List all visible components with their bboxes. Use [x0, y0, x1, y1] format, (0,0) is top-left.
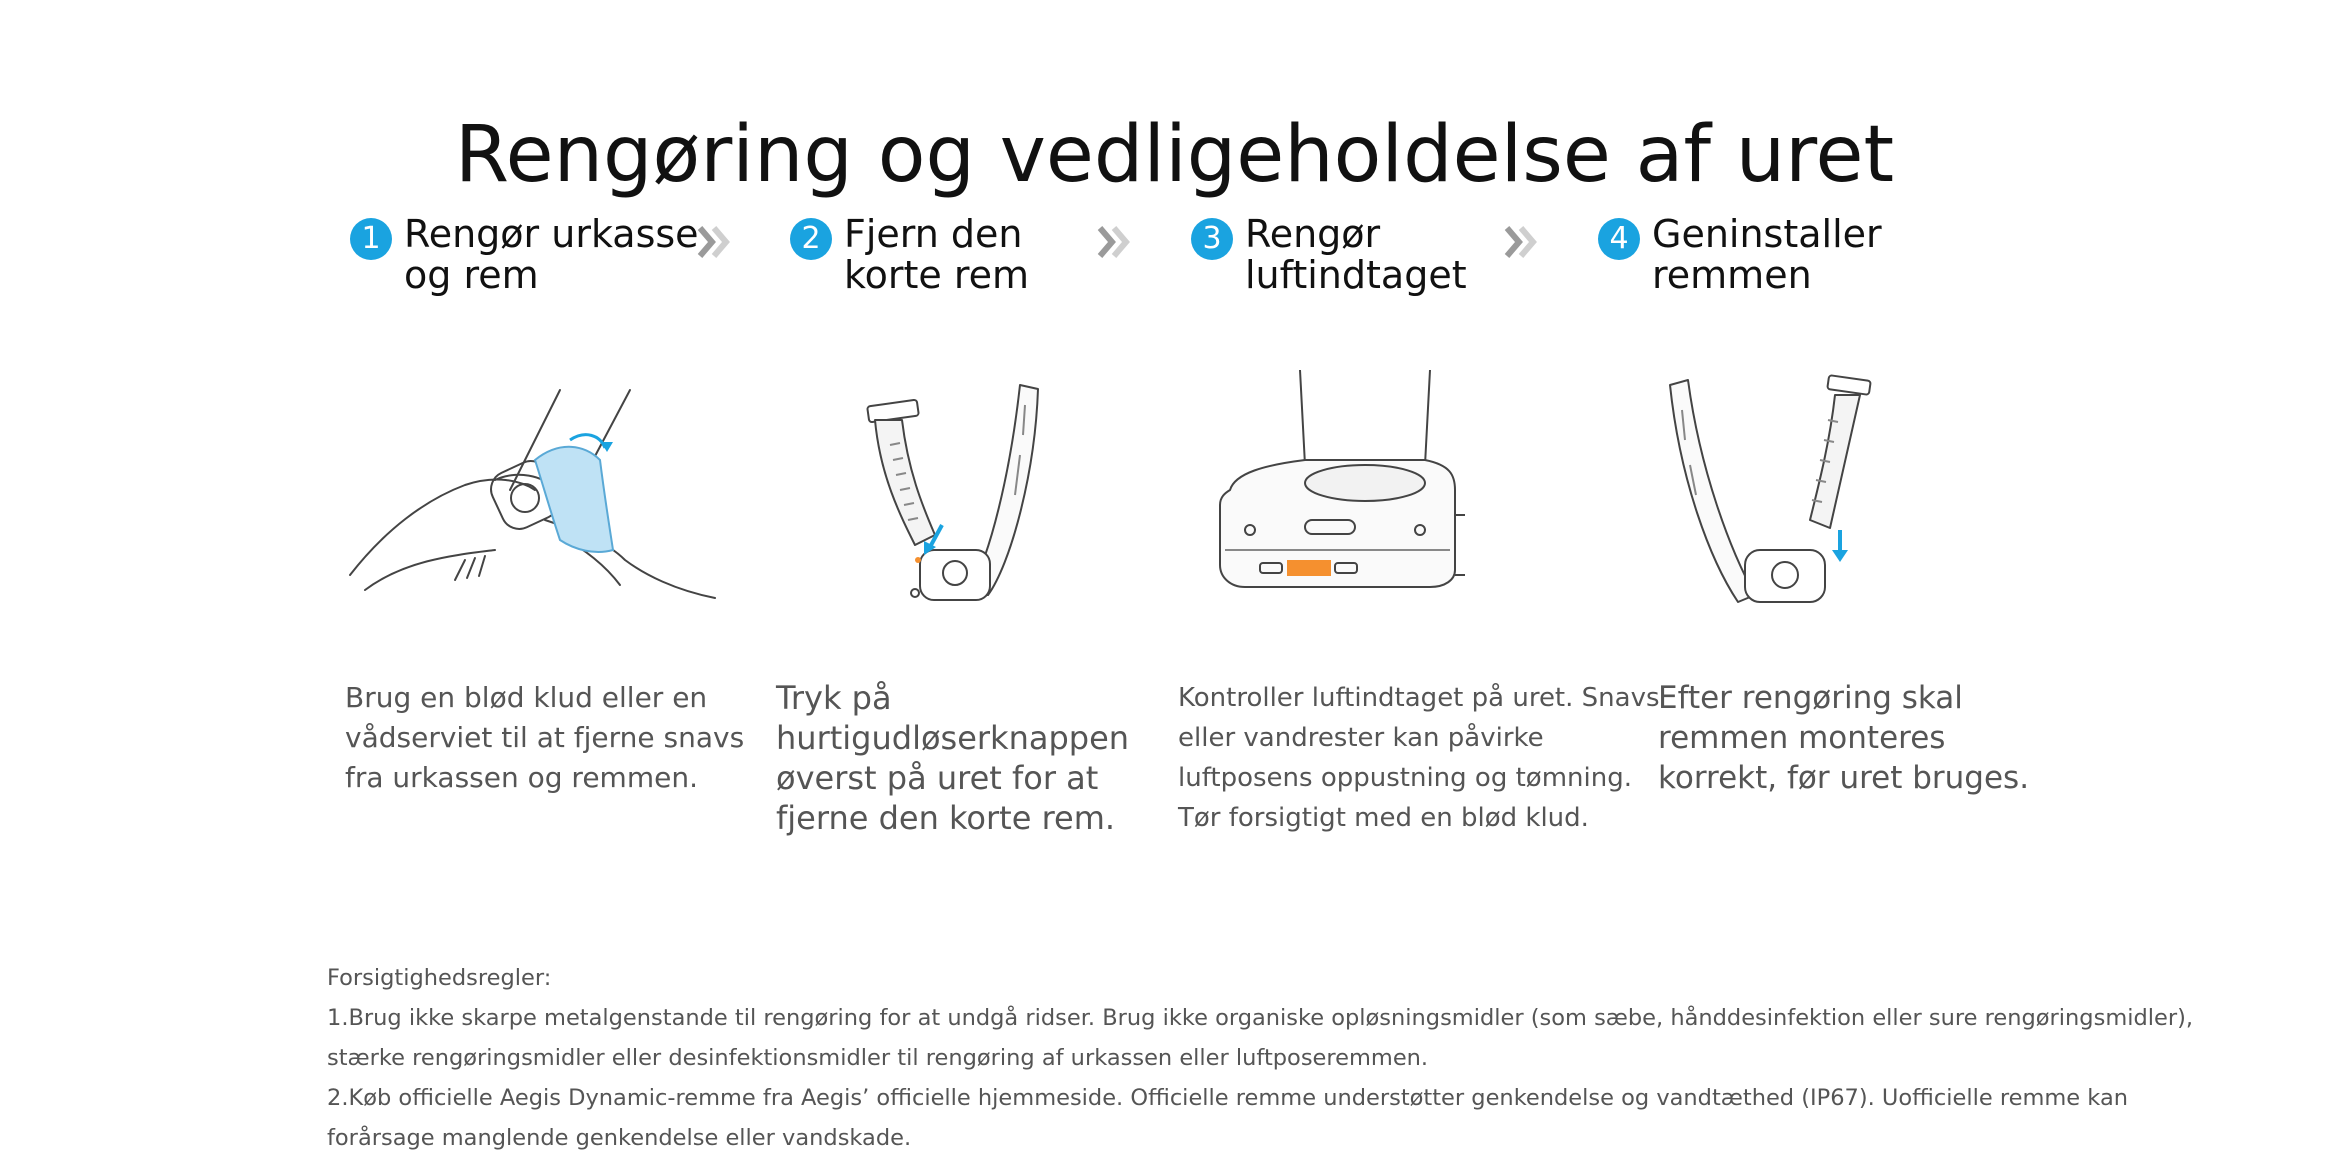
step-2-header: [790, 214, 1029, 296]
step-1-title: Rengør urkasse og rem: [404, 212, 699, 297]
step-3-header: [1191, 214, 1467, 296]
step-1-number-badge: 1: [350, 218, 392, 260]
step-3-title: Rengør luftindtaget: [1245, 212, 1467, 297]
step-4-number-badge: 4: [1598, 218, 1640, 260]
step-2-number-badge: 2: [790, 218, 832, 260]
page-title: Rengøring og vedligeholdelse af uret: [454, 110, 1895, 201]
chevron-right-icon: [696, 224, 736, 260]
step-4-header: [1598, 214, 1882, 296]
step-1-header: [350, 214, 699, 296]
strap-reinstall-icon: [1660, 370, 1890, 620]
caution-heading: Forsigtighedsregler:: [327, 965, 552, 991]
step-4-description: Efter rengøring skal remmen monteres korrekt, før uret bruges.: [1658, 680, 2030, 796]
step-3-description: Kontroller luftindtaget på uret. Snavs eller vandrester kan påvirke luftposens oppustning og tømning. Tør forsigtigt med en blød klud.: [1178, 683, 1660, 833]
chevron-right-icon: [1096, 224, 1136, 260]
step-2-title: Fjern den korte rem: [844, 212, 1030, 297]
caution-line: 2.Køb officielle Aegis Dynamic-remme fra Aegis’ officielle hjemmeside. Officielle remme understøtter genkendelse og vandtæthed (IP67). Uofficielle remme kan: [327, 1085, 2128, 1111]
caution-line: stærke rengøringsmidler eller desinfektionsmidler til rengøring af urkassen eller luftposeremmen.: [327, 1045, 1429, 1071]
caution-line: 1.Brug ikke skarpe metalgenstande til rengøring for at undgå ridser. Brug ikke organiske opløsningsmidler (som sæbe, hånddesinfektion eller sure rengøringsmidler),: [327, 1005, 2194, 1031]
chevron-right-icon: [1503, 224, 1543, 260]
step-1-description: Brug en blød klud eller en vådserviet til at fjerne snavs fra urkassen og remmen.: [345, 681, 745, 794]
caution-line: forårsage manglende genkendelse eller vandskade.: [327, 1125, 912, 1151]
step-4-title: Geninstaller remmen: [1652, 212, 1882, 297]
step-3-number-badge: 3: [1191, 218, 1233, 260]
air-intake-icon: [1205, 365, 1465, 615]
hands-cleaning-watch-icon: [345, 380, 725, 610]
step-2-description: Tryk på hurtigudløserknappen øverst på uret for at fjerne den korte rem.: [776, 679, 1130, 837]
strap-release-icon: [860, 375, 1060, 615]
caution-section: [327, 958, 2227, 1158]
